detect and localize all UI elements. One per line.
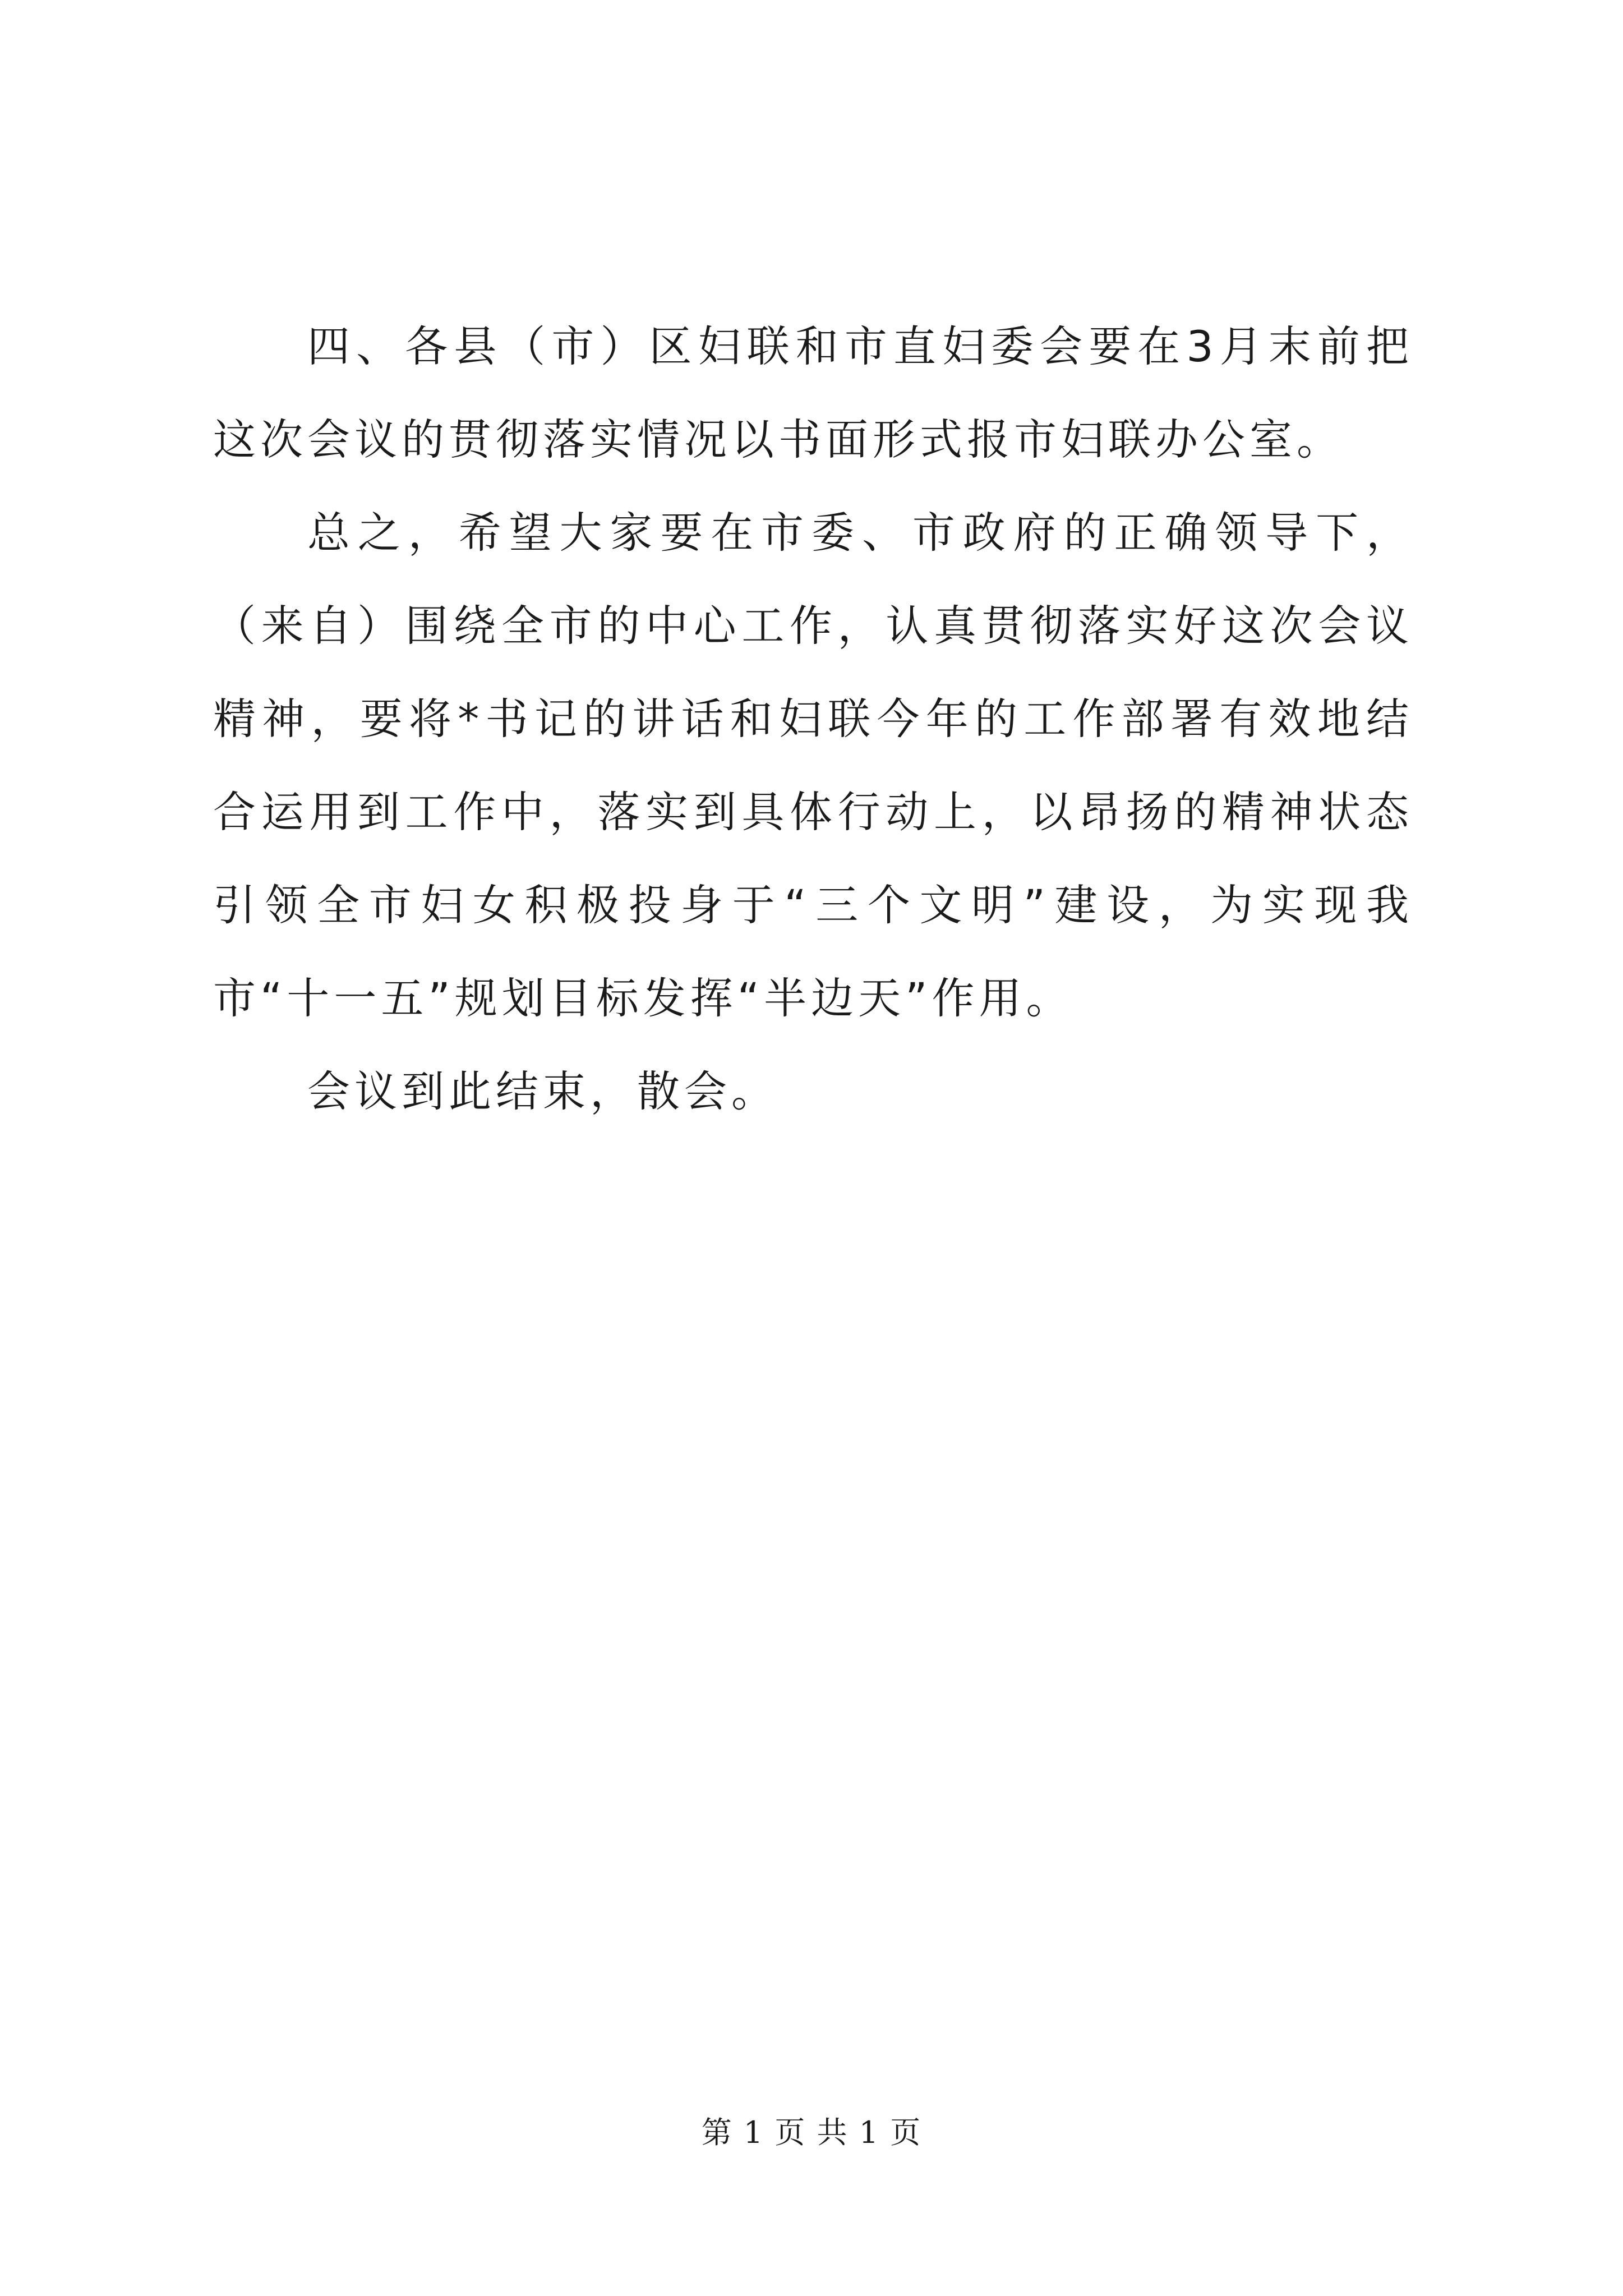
page-number-footer: 第 1 页 共 1 页 [701,2115,922,2150]
paragraph-closing: 会议到此结束，散会。 [307,1066,778,1116]
document-body [213,300,1413,1138]
paragraph-item-four: 四、各县（市）区妇联和市直妇委会要在3月末前把这次会议的贯彻落实情况以书面形式报市妇联办公室。 [213,321,1413,464]
paragraph-summary: 总之，希望大家要在市委、市政府的正确领导下，（来自）围绕全市的中心工作，认真贯彻落实好这次会议精神，要将*书记的讲话和妇联今年的工作部署有效地结合运用到工作中，落实到具体行动上，以昂扬的精神状态引领全市妇女积极投身于“三个文明”建设，为实现我市“十一五”规划目标发挥“半边天”作用。 [213,508,1413,1023]
